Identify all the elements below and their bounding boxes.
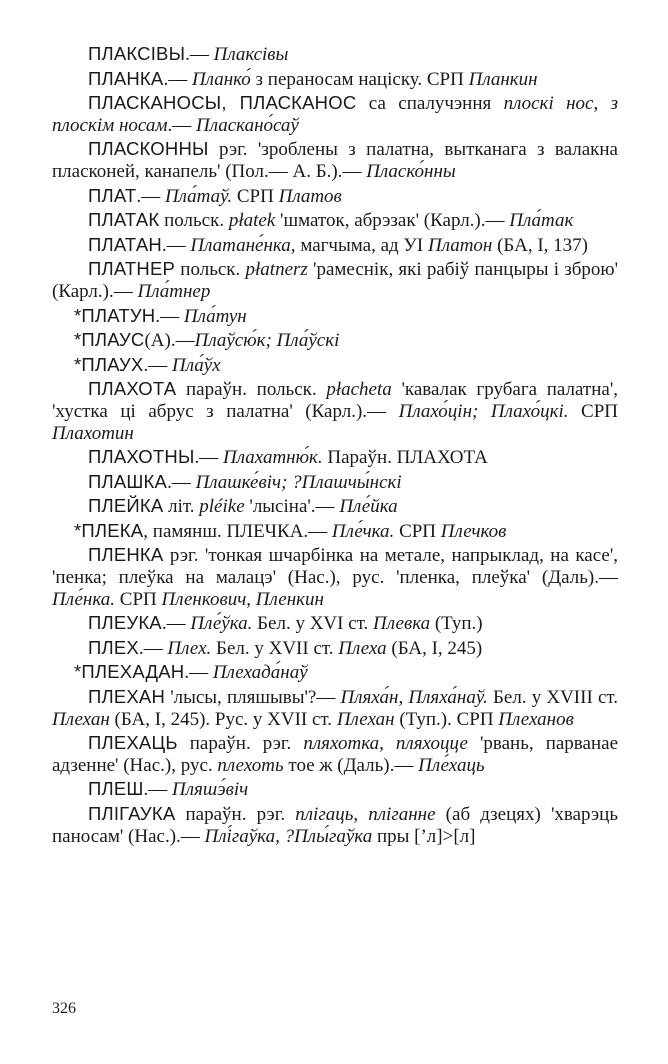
entry-italic-text: Пла́таў. — [164, 185, 233, 207]
entry-italic-text: Пласко́нны — [366, 160, 456, 182]
dictionary-entry — [52, 209, 618, 232]
dictionary-entry — [52, 803, 618, 847]
entry-italic-text: Пла́так — [509, 210, 574, 232]
entry-italic-text: Плех. — [167, 637, 212, 659]
dictionary-entry — [52, 520, 618, 543]
entry-text: параўн. рэг. — [175, 804, 296, 825]
entry-headword: *ПЛЕХАДАН — [74, 661, 185, 683]
entry-text: рэг. 'зроблены з палатна, вытканага з валакна пласконей, канапель' (Пол.— А. Б.).— — [52, 139, 618, 182]
entry-headword: ПЛАКСІВЫ — [88, 43, 186, 64]
entry-headword: ПЛАСКОННЫ — [88, 138, 209, 160]
entry-headword: ПЛАХОТНЫ — [88, 446, 195, 468]
entry-headword: ПЛЕЙКА — [88, 495, 164, 517]
entry-headword: ПЛАСКАНОСЫ, ПЛАСКАНОС — [88, 92, 357, 114]
entry-italic-text: Пле́йка — [339, 496, 398, 518]
entry-italic-text: Плаўсю́к; Пла́ўскі — [194, 330, 340, 352]
entry-text: (БА, І, 245). Рус. у XVII ст. — [109, 708, 337, 730]
entry-italic-text: Платов — [278, 185, 342, 207]
entry-text: .— — [167, 114, 196, 136]
entry-italic-text: Пле́нка. — [52, 588, 116, 610]
dictionary-entry — [52, 92, 618, 136]
entry-text: 'кавалак грубага палатна', 'хустка ці абрус з палатна' (Карл.).— — [52, 379, 619, 422]
entry-text: рэг. 'тонкая шчарбінка на метале, напрыклад, на касе', 'пенка; плеўка на малацэ' (Нас.), рус. 'пленка, плеўка' (Даль).— — [52, 545, 618, 589]
entry-italic-text: pléike — [199, 496, 245, 518]
dictionary-entry — [52, 43, 618, 66]
entry-headword: ПЛІГАУКА — [88, 803, 176, 824]
entry-italic-text: плоскі нос, з плоскім носам — [52, 93, 618, 136]
entry-italic-text: Пле́чка. — [331, 520, 395, 542]
entry-italic-text: płatek — [228, 210, 276, 232]
entry-text: тое ж (Даль).— — [283, 754, 419, 776]
entry-italic-text: Платане́нка, — [190, 234, 296, 256]
entry-italic-text: Пласкано́саў — [195, 114, 299, 136]
entry-text: .— — [155, 305, 184, 327]
dictionary-entry — [52, 732, 618, 776]
entry-italic-text: плігаць, пліганне — [295, 804, 436, 825]
entry-text: (аб дзецях) 'хварэць паносам' (Нас.).— — [52, 804, 618, 847]
entry-italic-text: Плі́гаўка, ?Плы́гаўка — [204, 825, 373, 847]
entry-italic-text: Плеха — [338, 637, 387, 659]
entry-italic-text: Плахотин — [52, 422, 134, 444]
entry-headword: ПЛЕХАЦЬ — [88, 732, 178, 754]
entry-text: СРП — [568, 400, 618, 422]
entry-headword: ПЛАШКА — [88, 470, 168, 492]
dictionary-entry — [52, 185, 618, 208]
entry-italic-text: Платон — [427, 234, 493, 256]
entry-text: СРП — [115, 588, 162, 610]
entry-italic-text: płatnerz — [245, 259, 308, 281]
entry-text: 'шматок, абрэзак' (Карл.).— — [275, 210, 510, 232]
entry-text: 'лысіна'.— — [244, 496, 340, 518]
entry-italic-text: Пляшэ́віч — [172, 779, 249, 801]
dictionary-entry — [52, 686, 618, 730]
entry-text: СРП — [394, 520, 441, 542]
page-number: 326 — [52, 1000, 76, 1017]
entry-text: магчыма, ад УІ — [295, 234, 428, 256]
entry-text: , памянш. ПЛЕЧКА.— — [143, 520, 332, 542]
dictionary-entry — [52, 778, 618, 801]
dictionary-entry — [52, 305, 618, 328]
entry-text: Бел. у XVIII ст. — [487, 687, 619, 709]
entry-italic-text: плехоть — [217, 754, 284, 776]
entry-headword: *ПЛАУХ — [74, 353, 144, 375]
dictionary-entry — [52, 68, 618, 91]
entry-text: (Туп.) — [430, 613, 483, 635]
entry-headword: ПЛАНКА — [88, 67, 164, 89]
entry-text: (БА, І, 245) — [386, 637, 483, 659]
entry-italic-text: Плевка — [373, 613, 431, 635]
entry-text: .— — [184, 662, 213, 684]
entry-italic-text: Плахо́цін; Плахо́цкі. — [398, 400, 569, 422]
entry-italic-text: Пле́хаць — [418, 754, 485, 776]
entry-italic-text: Пленкович, Пленкин — [161, 588, 324, 610]
entry-text: са спалучэння — [356, 93, 504, 115]
entry-italic-text: Плеханов — [498, 708, 574, 730]
entry-text: з пераносам націску. СРП — [250, 68, 469, 90]
entry-text: параўн. польск. — [176, 379, 327, 401]
entry-text: 'лысы, пляшывы'?— — [165, 687, 341, 709]
entry-text: Параўн. ПЛАХОТА — [322, 447, 488, 469]
entry-italic-text: пляхотка, пляхоцце — [303, 733, 468, 755]
entry-italic-text: Плаксівы — [213, 44, 289, 65]
entry-text: польск. — [175, 259, 246, 281]
entry-text: параўн. рэг. — [177, 733, 304, 755]
entry-headword: ПЛЕХ — [88, 636, 139, 658]
entry-headword: ПЛЕХАН — [88, 686, 166, 708]
entry-text: .— — [161, 613, 191, 635]
entry-italic-text: Плехан — [336, 708, 395, 730]
entry-italic-text: Плечков — [440, 520, 507, 542]
entry-headword: ПЛЕУКА — [88, 612, 162, 634]
entry-text: польск. — [159, 210, 229, 232]
entry-italic-text: Плехада́наў — [212, 662, 308, 684]
entry-headword: ПЛАТ — [88, 184, 137, 206]
entry-headword: ПЛАТНЕР — [88, 258, 176, 280]
dictionary-entry — [52, 544, 618, 610]
dictionary-entry — [52, 234, 618, 257]
entry-headword: ПЛАХОТА — [88, 378, 177, 400]
entry-text: Бел. у XVII ст. — [211, 637, 339, 659]
entry-italic-text: Пла́тнер — [137, 280, 211, 302]
entry-italic-text: Плашке́віч; ?Плашчы́нскі — [195, 471, 402, 493]
entry-text: пры [’л]>[л] — [372, 825, 476, 847]
dictionary-entry — [52, 612, 618, 635]
dictionary-entry — [52, 661, 618, 684]
entry-headword: *ПЛАУС — [74, 329, 145, 351]
entry-italic-text: Пла́тун — [183, 305, 247, 327]
entry-text: .— — [161, 234, 191, 256]
entry-headword: ПЛАТАН — [88, 233, 162, 255]
dictionary-entry — [52, 495, 618, 518]
entry-headword: ПЛЕШ — [88, 778, 144, 800]
entry-italic-text: Пле́ўка. — [190, 613, 253, 635]
entry-text: .— — [143, 354, 172, 376]
dictionary-entry — [52, 637, 618, 660]
entry-text: .— — [136, 185, 165, 207]
entry-headword: ПЛЕНКА — [88, 544, 164, 566]
entry-text: 'рамеснік, які рабіў панцыры і зброю' (Карл.).— — [52, 259, 619, 302]
entry-italic-text: Пла́ўх — [171, 354, 221, 376]
entry-list — [52, 43, 618, 849]
dictionary-entry — [52, 329, 618, 352]
entry-headword: ПЛАТАК — [88, 209, 160, 231]
entry-text: (Туп.). СРП — [394, 708, 499, 730]
entry-headword: *ПЛАТУН — [74, 304, 156, 326]
dictionary-entry — [52, 378, 618, 444]
entry-text: літ. — [163, 496, 200, 518]
entry-text: (БА, І, 137) — [492, 234, 588, 256]
entry-text: .— — [167, 471, 196, 493]
entry-text: СРП — [232, 185, 279, 207]
entry-text: 'рвань, парванае адзенне' (Нас.), рус. — [52, 733, 618, 776]
entry-text: (А).— — [144, 330, 195, 352]
dictionary-entry — [52, 471, 618, 494]
dictionary-entry — [52, 354, 618, 377]
entry-italic-text: płacheta — [326, 379, 392, 401]
entry-italic-text: Плахатню́к. — [223, 447, 323, 469]
dictionary-entry — [52, 138, 618, 182]
entry-italic-text: Планко́ — [191, 68, 251, 90]
entry-text: .— — [185, 44, 214, 65]
entry-italic-text: Пляха́н, Пляха́наў. — [340, 687, 488, 709]
dictionary-entry — [52, 446, 618, 469]
entry-headword: *ПЛЕКА — [74, 519, 144, 541]
entry-text: Бел. у XVI ст. — [252, 613, 374, 635]
entry-italic-text: Плехан — [52, 708, 110, 730]
entry-text: .— — [138, 637, 168, 659]
entry-text: .— — [163, 68, 192, 90]
entry-italic-text: Планкин — [468, 68, 538, 90]
entry-text: .— — [194, 447, 224, 469]
entry-text: .— — [143, 779, 173, 801]
dictionary-entry — [52, 258, 618, 302]
